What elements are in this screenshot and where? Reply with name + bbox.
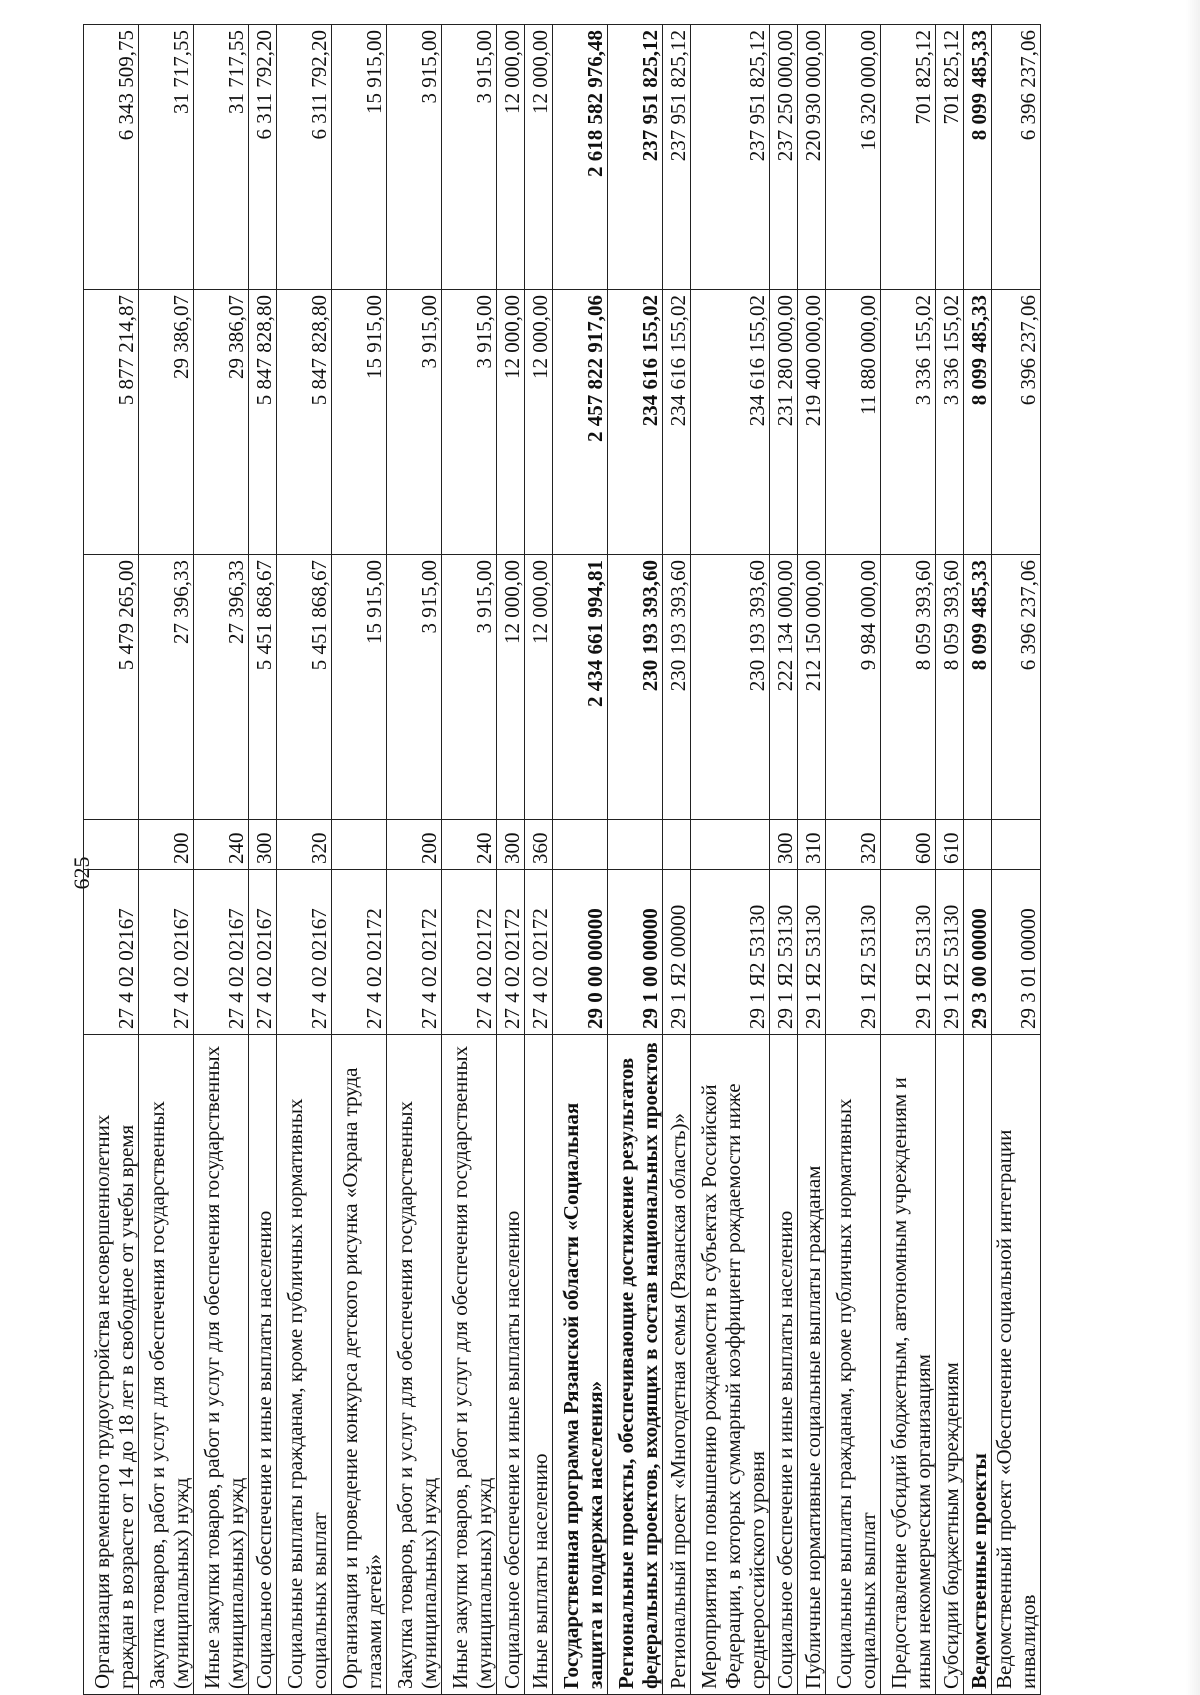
amount-year-2-cell: 2 457 822 917,06 [553,290,608,555]
expense-type-cell [964,820,992,870]
amount-year-2-cell: 12 000,00 [497,290,525,555]
amount-year-3-cell: 12 000,00 [525,25,553,290]
expense-type-cell: 240 [194,820,249,870]
target-article-code-cell: 27 4 02 02172 [525,870,553,1035]
amount-year-3-cell: 31 717,55 [139,25,194,290]
amount-year-2-cell: 234 616 155,02 [608,290,663,555]
table-row [497,25,525,1695]
amount-year-1-cell: 5 451 868,67 [277,555,332,820]
row-name-cell: Социальное обеспечение и иные выплаты населению [497,1035,525,1695]
expense-type-cell: 600 [881,820,936,870]
table-row [332,25,387,1695]
amount-year-3-cell: 2 618 582 976,48 [553,25,608,290]
row-name-cell: Социальное обеспечение и иные выплаты населению [249,1035,277,1695]
expense-type-cell [332,820,387,870]
table-row [608,25,663,1695]
amount-year-1-cell: 8 059 393,60 [881,555,936,820]
amount-year-1-cell: 15 915,00 [332,555,387,820]
table-row [277,25,332,1695]
amount-year-3-cell: 701 825,12 [936,25,964,290]
target-article-code-cell: 29 1 Я2 53130 [936,870,964,1035]
amount-year-3-cell: 8 099 485,33 [964,25,992,290]
amount-year-3-cell: 237 951 825,12 [691,25,770,290]
row-name-cell: Иные закупки товаров, работ и услуг для обеспечения государственных (муниципальных) нужд [442,1035,497,1695]
target-article-code-cell: 29 1 Я2 53130 [770,870,798,1035]
table-row [139,25,194,1695]
target-article-code-cell: 27 4 02 02167 [194,870,249,1035]
target-article-code-cell: 27 4 02 02167 [84,870,139,1035]
target-article-code-cell: 29 0 00 00000 [553,870,608,1035]
amount-year-1-cell: 12 000,00 [497,555,525,820]
amount-year-3-cell: 6 343 509,75 [84,25,139,290]
row-name-cell: Мероприятия по повышению рождаемости в субъектах Российской Федерации, в которых суммарный коэффициент рождаемости ниже среднероссийского уровня [691,1035,770,1695]
amount-year-2-cell: 234 616 155,02 [663,290,691,555]
table-row [525,25,553,1695]
row-name-cell: Социальные выплаты гражданам, кроме публичных нормативных социальных выплат [826,1035,881,1695]
amount-year-1-cell: 230 193 393,60 [691,555,770,820]
amount-year-3-cell: 12 000,00 [497,25,525,290]
expense-type-cell: 240 [442,820,497,870]
row-name-cell: Организация временного трудоустройства несовершеннолетних граждан в возрасте от 14 до 18 лет в свободное от учебы время [84,1035,139,1695]
amount-year-2-cell: 5 877 214,87 [84,290,139,555]
target-article-code-cell: 27 4 02 02172 [442,870,497,1035]
expense-type-cell: 310 [798,820,826,870]
table-row [387,25,442,1695]
table-row [663,25,691,1695]
amount-year-3-cell: 237 250 000,00 [770,25,798,290]
expense-type-cell [691,820,770,870]
amount-year-2-cell: 8 099 485,33 [964,290,992,555]
amount-year-1-cell: 12 000,00 [525,555,553,820]
expense-type-cell [553,820,608,870]
amount-year-2-cell: 15 915,00 [332,290,387,555]
row-name-cell: Государственная программа Рязанской области «Социальная защита и поддержка населения» [553,1035,608,1695]
amount-year-3-cell: 3 915,00 [442,25,497,290]
expense-type-cell: 320 [826,820,881,870]
expense-type-cell: 610 [936,820,964,870]
row-name-cell: Публичные нормативные социальные выплаты гражданам [798,1035,826,1695]
amount-year-1-cell: 222 134 000,00 [770,555,798,820]
amount-year-1-cell: 3 915,00 [442,555,497,820]
amount-year-1-cell: 9 984 000,00 [826,555,881,820]
table-row [964,25,992,1695]
amount-year-3-cell: 3 915,00 [387,25,442,290]
table-row [881,25,936,1695]
expense-type-cell [84,820,139,870]
target-article-code-cell: 27 4 02 02167 [277,870,332,1035]
amount-year-1-cell: 2 434 661 994,81 [553,555,608,820]
amount-year-2-cell: 12 000,00 [525,290,553,555]
amount-year-3-cell: 220 930 000,00 [798,25,826,290]
expense-type-cell: 300 [497,820,525,870]
amount-year-2-cell: 3 915,00 [387,290,442,555]
amount-year-2-cell: 29 386,07 [139,290,194,555]
expense-type-cell [608,820,663,870]
amount-year-1-cell: 212 150 000,00 [798,555,826,820]
amount-year-1-cell: 5 479 265,00 [84,555,139,820]
target-article-code-cell: 29 1 Я2 53130 [798,870,826,1035]
table-row [553,25,608,1695]
budget-table-body [84,25,1041,1695]
amount-year-1-cell: 8 099 485,33 [964,555,992,820]
target-article-code-cell: 29 1 Я2 53130 [691,870,770,1035]
amount-year-1-cell: 6 396 237,06 [992,555,1041,820]
target-article-code-cell: 29 1 Я2 53130 [826,870,881,1035]
row-name-cell: Социальное обеспечение и иные выплаты населению [770,1035,798,1695]
expense-type-cell: 360 [525,820,553,870]
target-article-code-cell: 27 4 02 02172 [332,870,387,1035]
expense-type-cell: 320 [277,820,332,870]
row-name-cell: Региональные проекты, обеспечивающие достижение результатов федеральных проектов, входящих в состав национальных проектов [608,1035,663,1695]
amount-year-2-cell: 5 847 828,80 [277,290,332,555]
expense-type-cell: 300 [249,820,277,870]
amount-year-2-cell: 3 336 155,02 [881,290,936,555]
table-row [84,25,139,1695]
amount-year-3-cell: 237 951 825,12 [663,25,691,290]
target-article-code-cell: 29 1 00 00000 [608,870,663,1035]
table-row [194,25,249,1695]
amount-year-2-cell: 234 616 155,02 [691,290,770,555]
row-name-cell: Закупка товаров, работ и услуг для обеспечения государственных (муниципальных) нужд [139,1035,194,1695]
scan-edge [1186,0,1200,1695]
table-row [691,25,770,1695]
amount-year-1-cell: 5 451 868,67 [249,555,277,820]
amount-year-1-cell: 8 059 393,60 [936,555,964,820]
table-row [442,25,497,1695]
amount-year-3-cell: 237 951 825,12 [608,25,663,290]
row-name-cell: Ведомственный проект «Обеспечение социальной интеграции инвалидов [992,1035,1041,1695]
amount-year-3-cell: 6 311 792,20 [277,25,332,290]
target-article-code-cell: 27 4 02 02167 [249,870,277,1035]
amount-year-3-cell: 16 320 000,00 [826,25,881,290]
row-name-cell: Региональный проект «Многодетная семья (Рязанская область)» [663,1035,691,1695]
target-article-code-cell: 29 1 Я2 53130 [881,870,936,1035]
target-article-code-cell: 27 4 02 02172 [387,870,442,1035]
table-row [249,25,277,1695]
expense-type-cell [992,820,1041,870]
row-name-cell: Ведомственные проекты [964,1035,992,1695]
expense-type-cell: 300 [770,820,798,870]
expense-type-cell: 200 [139,820,194,870]
target-article-code-cell: 29 3 00 00000 [964,870,992,1035]
expense-type-cell: 200 [387,820,442,870]
amount-year-3-cell: 6 396 237,06 [992,25,1041,290]
row-name-cell: Иные выплаты населению [525,1035,553,1695]
amount-year-2-cell: 3 915,00 [442,290,497,555]
amount-year-3-cell: 6 311 792,20 [249,25,277,290]
table-row [826,25,881,1695]
amount-year-1-cell: 230 193 393,60 [608,555,663,820]
target-article-code-cell: 29 1 Я2 00000 [663,870,691,1035]
amount-year-3-cell: 15 915,00 [332,25,387,290]
amount-year-1-cell: 230 193 393,60 [663,555,691,820]
expense-type-cell [663,820,691,870]
amount-year-1-cell: 27 396,33 [194,555,249,820]
amount-year-2-cell: 231 280 000,00 [770,290,798,555]
target-article-code-cell: 27 4 02 02172 [497,870,525,1035]
amount-year-2-cell: 219 400 000,00 [798,290,826,555]
table-row [936,25,964,1695]
page-number: 625 [69,856,94,890]
row-name-cell: Субсидии бюджетным учреждениям [936,1035,964,1695]
amount-year-2-cell: 11 880 000,00 [826,290,881,555]
table-row [770,25,798,1695]
amount-year-1-cell: 3 915,00 [387,555,442,820]
amount-year-2-cell: 5 847 828,80 [249,290,277,555]
row-name-cell: Иные закупки товаров, работ и услуг для обеспечения государственных (муниципальных) нужд [194,1035,249,1695]
amount-year-1-cell: 27 396,33 [139,555,194,820]
amount-year-3-cell: 31 717,55 [194,25,249,290]
amount-year-3-cell: 701 825,12 [881,25,936,290]
amount-year-2-cell: 3 336 155,02 [936,290,964,555]
table-row [992,25,1041,1695]
row-name-cell: Предоставление субсидий бюджетным, автономным учреждениям и иным некоммерческим организациям [881,1035,936,1695]
target-article-code-cell: 27 4 02 02167 [139,870,194,1035]
target-article-code-cell: 29 3 01 00000 [992,870,1041,1035]
row-name-cell: Организация и проведение конкурса детского рисунка «Охрана труда глазами детей» [332,1035,387,1695]
table-row [798,25,826,1695]
rotated-table-wrapper [83,25,1143,1695]
budget-table [83,24,1041,1695]
amount-year-2-cell: 6 396 237,06 [992,290,1041,555]
amount-year-2-cell: 29 386,07 [194,290,249,555]
row-name-cell: Социальные выплаты гражданам, кроме публичных нормативных социальных выплат [277,1035,332,1695]
row-name-cell: Закупка товаров, работ и услуг для обеспечения государственных (муниципальных) нужд [387,1035,442,1695]
